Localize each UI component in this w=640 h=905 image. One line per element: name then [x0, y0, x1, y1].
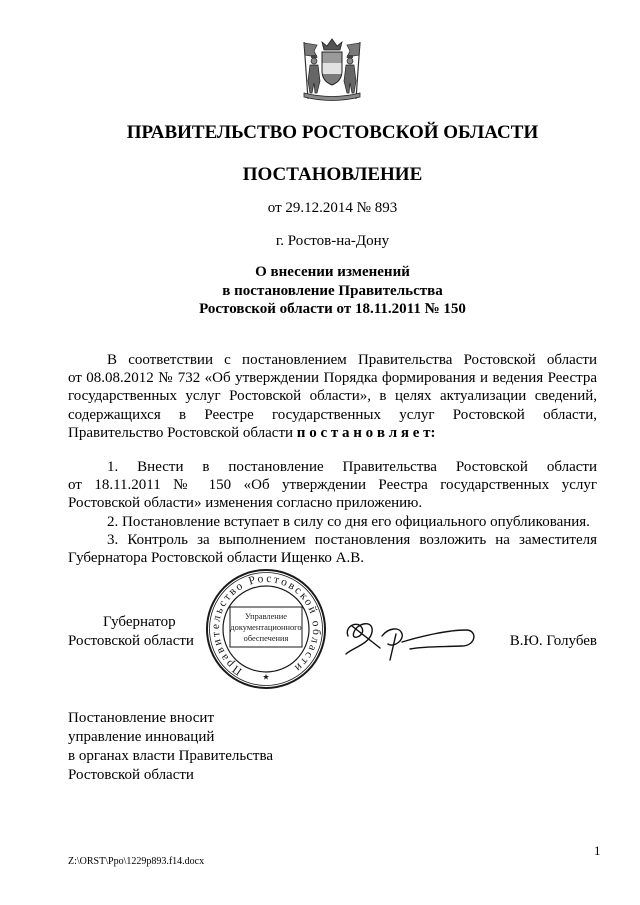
subject-line: Ростовской области от 18.11.2011 № 150 — [199, 301, 466, 317]
official-stamp — [204, 567, 328, 691]
item-line: Губернатора Ростовской области Ищенко А.В. — [68, 550, 364, 567]
item-line: 2. Постановление вступает в силу со дня его официального опубликования. — [107, 513, 590, 530]
decree-word: п о с т а н о в л я е т: — [296, 424, 436, 441]
decree-item-2 — [68, 513, 597, 531]
signatory-region: Ростовской области — [68, 633, 194, 649]
org-title: ПРАВИТЕЛЬСТВО РОСТОВСКОЙ ОБЛАСТИ — [126, 122, 539, 143]
submitted-by-line: в органах власти Правительства — [68, 748, 273, 764]
submitted-by-note — [68, 709, 273, 785]
preamble-last-line — [68, 424, 597, 442]
decree-item-1 — [68, 458, 597, 513]
signatory-position: Губернатор — [103, 614, 176, 630]
coat-of-arms-icon — [298, 37, 366, 103]
subject-line: О внесении изменений — [255, 264, 410, 280]
preamble-line: от 08.08.2012 № 732 «Об утверждении Порядка формирования и ведения Реестра — [68, 370, 597, 387]
stamp-inner-line: обеспечения — [243, 634, 289, 643]
handwritten-signature-icon — [338, 606, 478, 664]
item-line: Ростовской области» изменения согласно приложению. — [68, 495, 423, 512]
submitted-by-line: управление инноваций — [68, 729, 215, 745]
submitted-by-line: Постановление вносит — [68, 710, 215, 726]
decree-items — [68, 458, 597, 567]
subject-line: в постановление Правительства — [222, 282, 443, 299]
date-number: от 29.12.2014 № 893 — [267, 200, 398, 216]
stamp-inner-line: Управление — [244, 612, 288, 621]
page-number: 1 — [594, 843, 601, 858]
subject-heading — [68, 263, 597, 319]
city: г. Ростов-на-Дону — [275, 233, 390, 249]
item-line: 3. Контроль за выполнением постановления возложить на заместителя — [107, 531, 597, 548]
item-line: от 18.11.2011 № 150 «Об утверждении Реестра государственных услуг — [68, 477, 597, 494]
preamble-paragraph — [68, 351, 597, 442]
doc-type-title: ПОСТАНОВЛЕНИЕ — [242, 164, 423, 185]
preamble-line: В соответствии с постановлением Правительства Ростовской области — [107, 352, 597, 368]
stamp-star-icon — [263, 674, 269, 680]
preamble-line: государственных услуг Ростовской области», в целях актуализации сведений, — [68, 388, 597, 405]
preamble-last-text: Правительство Ростовской области — [68, 424, 294, 441]
submitted-by-line: Ростовской области — [68, 767, 194, 783]
decree-item-3 — [68, 531, 597, 567]
preamble-line: содержащихся в Реестре государственных услуг Ростовской области, — [68, 406, 597, 423]
item-line: 1. Внести в постановление Правительства Ростовской области — [107, 459, 597, 475]
file-path: Z:\ORST\Ppo\1229p893.f14.docx — [68, 856, 205, 867]
signatory-name: В.Ю. Голубев — [509, 633, 597, 649]
stamp-ring-text: Правительство Ростовской области — [209, 572, 323, 678]
stamp-inner-line: документационного — [230, 623, 302, 632]
